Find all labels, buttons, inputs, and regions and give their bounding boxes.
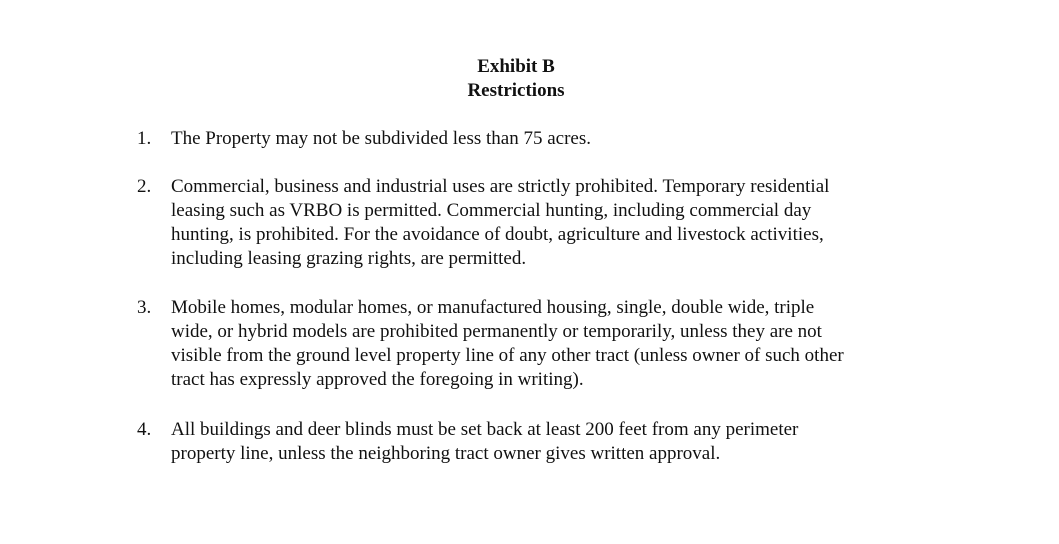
text-line: Mobile homes, modular homes, or manufactured housing, single, double wide, triple bbox=[171, 297, 815, 318]
list-item-text bbox=[171, 175, 931, 271]
list-item-number: 3. bbox=[137, 297, 152, 318]
text-line: including leasing grazing rights, are permitted. bbox=[171, 248, 527, 269]
text-line: The Property may not be subdivided less than 75 acres. bbox=[171, 128, 592, 149]
text-line: visible from the ground level property line of any other tract (unless owner of such other bbox=[171, 345, 844, 366]
text-line: hunting, is prohibited. For the avoidance of doubt, agriculture and livestock activities, bbox=[171, 224, 824, 245]
document-subtitle: Restrictions bbox=[467, 80, 565, 101]
document-title: Exhibit B bbox=[477, 56, 555, 77]
text-line: wide, or hybrid models are prohibited permanently or temporarily, unless they are not bbox=[171, 321, 822, 342]
list-item-number: 4. bbox=[137, 419, 152, 440]
list-item-number: 2. bbox=[137, 176, 152, 197]
list-item-number: 1. bbox=[137, 128, 152, 149]
list-item-text bbox=[171, 418, 931, 466]
text-line: All buildings and deer blinds must be set back at least 200 feet from any perimeter bbox=[171, 419, 799, 440]
text-line: tract has expressly approved the foregoing in writing). bbox=[171, 369, 584, 390]
text-line: property line, unless the neighboring tract owner gives written approval. bbox=[171, 443, 721, 464]
text-line: leasing such as VRBO is permitted. Commercial hunting, including commercial day bbox=[171, 200, 812, 221]
list-item-text bbox=[171, 296, 931, 392]
list-item-text bbox=[171, 127, 931, 151]
text-line: Commercial, business and industrial uses are strictly prohibited. Temporary residential bbox=[171, 176, 830, 197]
